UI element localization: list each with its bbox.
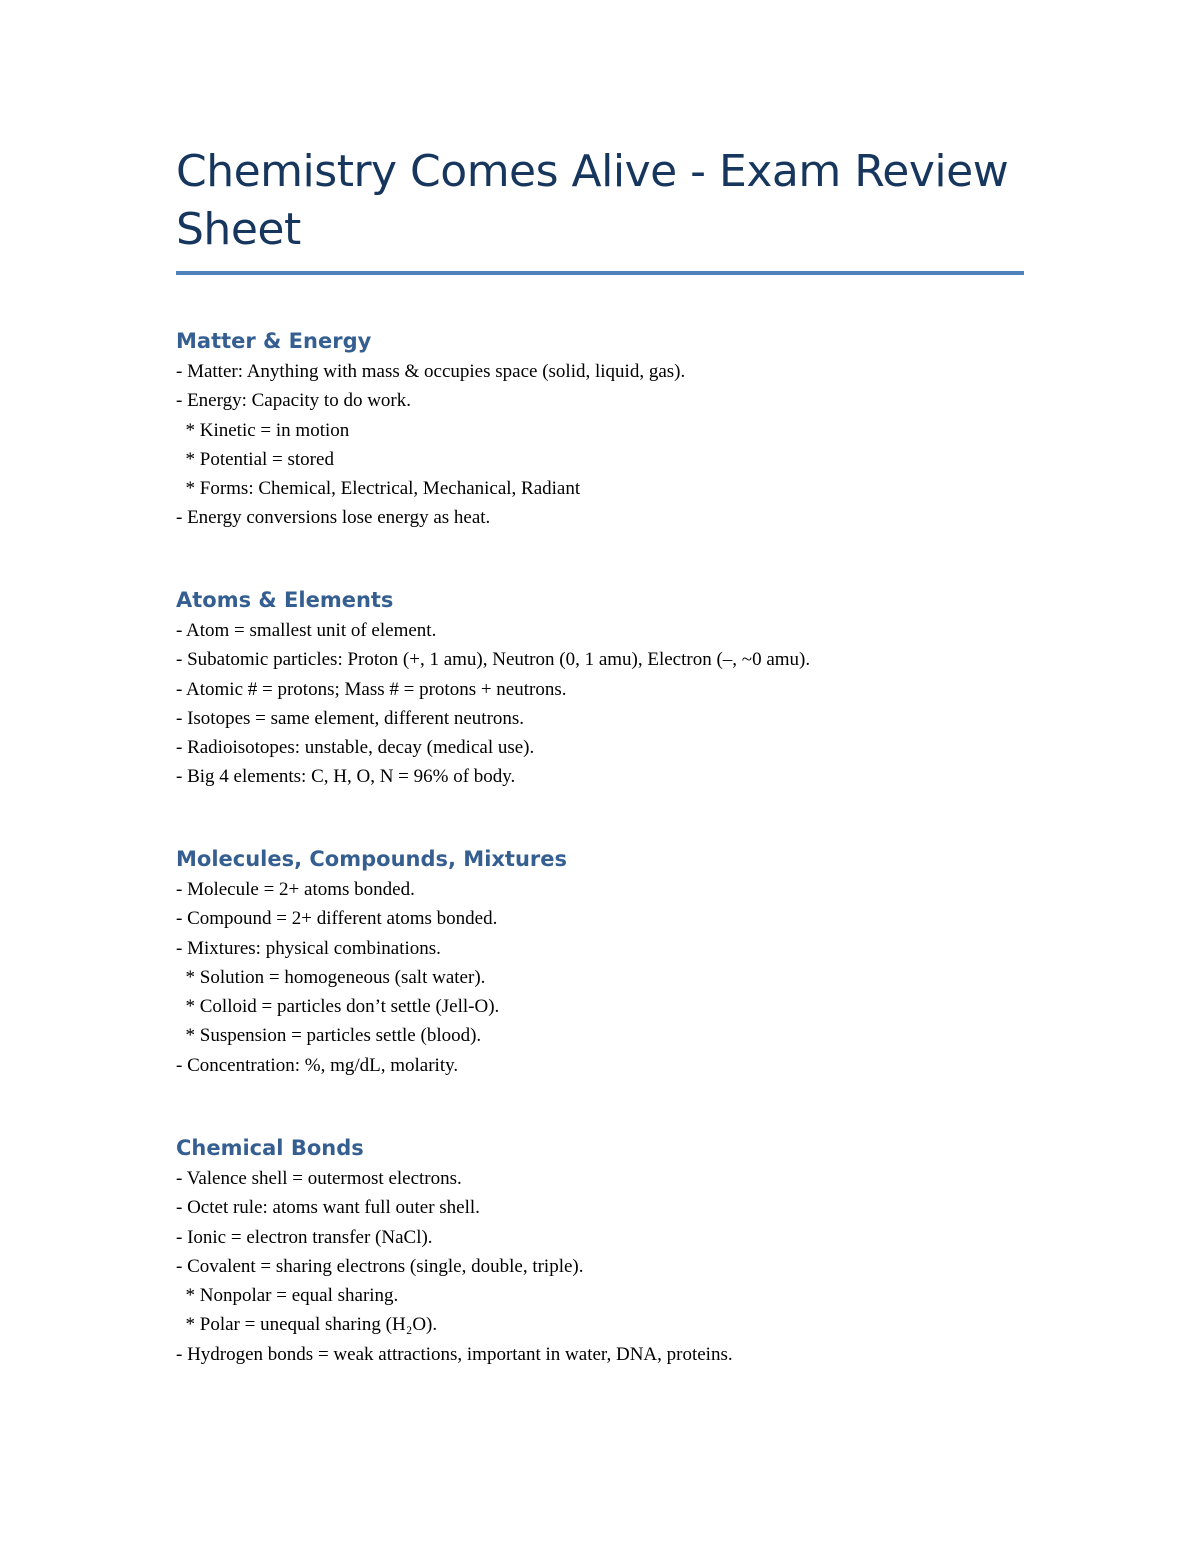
list-item: - Big 4 elements: C, H, O, N = 96% of body. <box>176 766 516 788</box>
list-item: - Hydrogen bonds = weak attractions, important in water, DNA, proteins. <box>176 1343 733 1365</box>
list-item: - Valence shell = outermost electrons. <box>176 1168 462 1189</box>
section-heading: Molecules, Compounds, Mixtures <box>176 847 568 871</box>
list-item: * Forms: Chemical, Electrical, Mechanical, Radiant <box>176 478 581 500</box>
title-underline <box>176 271 1024 275</box>
section-matter-energy <box>176 325 1076 533</box>
bullet-list <box>176 616 1076 792</box>
list-item: - Ionic = electron transfer (NaCl). <box>176 1226 433 1248</box>
list-item: * Solution = homogeneous (salt water). <box>176 966 486 988</box>
list-item: * Potential = stored <box>176 448 334 470</box>
list-item: - Energy: Capacity to do work. <box>176 390 411 412</box>
list-item: - Subatomic particles: Proton (+, 1 amu), Neutron (0, 1 amu), Electron (–, ~0 amu). <box>176 649 811 671</box>
list-item: - Energy conversions lose energy as heat. <box>176 507 491 529</box>
list-item: - Radioisotopes: unstable, decay (medical use). <box>176 737 535 759</box>
list-item: * Kinetic = in motion <box>176 419 350 441</box>
list-item: * Colloid = particles don’t settle (Jell-O). <box>176 996 500 1018</box>
bullet-list <box>176 875 1076 1080</box>
section-heading: Atoms & Elements <box>176 588 394 612</box>
list-item: - Mixtures: physical combinations. <box>176 937 441 959</box>
list-item: - Octet rule: atoms want full outer shell. <box>176 1197 480 1219</box>
bullet-list <box>176 1164 1076 1369</box>
list-item: * Suspension = particles settle (blood). <box>176 1025 482 1047</box>
list-item: * Nonpolar = equal sharing. <box>176 1285 399 1307</box>
list-item: - Matter: Anything with mass & occupies space (solid, liquid, gas). <box>176 361 686 382</box>
list-item: - Molecule = 2+ atoms bonded. <box>176 879 415 900</box>
bullet-list <box>176 357 1076 533</box>
list-item: - Compound = 2+ different atoms bonded. <box>176 908 498 930</box>
list-item: - Covalent = sharing electrons (single, double, triple). <box>176 1255 584 1277</box>
list-item: - Atomic # = protons; Mass # = protons + neutrons. <box>176 678 567 700</box>
section-atoms-elements <box>176 584 1076 792</box>
section-chemical-bonds <box>176 1132 1076 1369</box>
list-item: - Atom = smallest unit of element. <box>176 620 437 641</box>
section-heading: Matter & Energy <box>176 329 372 353</box>
list-item: - Concentration: %, mg/dL, molarity. <box>176 1054 459 1076</box>
section-heading: Chemical Bonds <box>176 1136 364 1160</box>
section-molecules-compounds-mixtures <box>176 843 1076 1080</box>
list-item: * Polar = unequal sharing (H₂O). <box>176 1314 438 1336</box>
list-item: - Isotopes = same element, different neutrons. <box>176 707 525 729</box>
page-title: Chemistry Comes Alive - Exam Review Sheet <box>176 146 1009 255</box>
